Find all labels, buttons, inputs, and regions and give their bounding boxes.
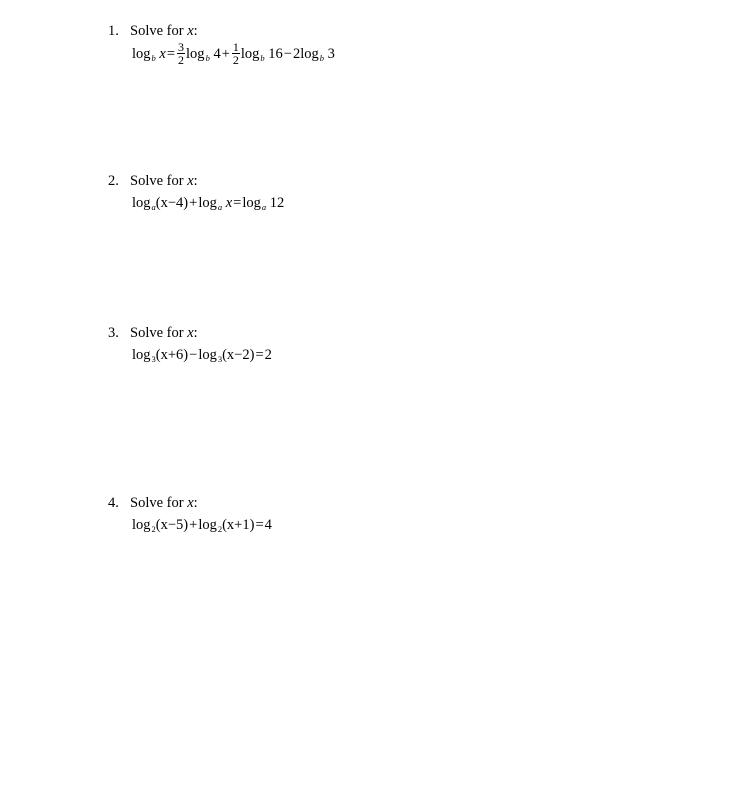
equals-sign: = <box>166 45 176 62</box>
problem-1-equation <box>132 42 335 67</box>
prompt-text: Solve for <box>130 23 184 39</box>
log-operator: log <box>198 517 217 533</box>
fraction-numerator: 3 <box>178 40 185 54</box>
log-argument: 12 <box>269 195 285 211</box>
equals-sign: = <box>255 517 264 533</box>
variable: x <box>187 495 194 511</box>
log-base: b <box>205 52 210 63</box>
problem-3-equation <box>132 346 272 364</box>
variable: x <box>187 325 194 341</box>
log-base: a <box>261 202 267 212</box>
log-operator: log <box>198 347 217 363</box>
fraction-numerator: 1 <box>232 40 239 54</box>
variable-x: x <box>225 195 233 211</box>
minus-sign: − <box>189 347 198 363</box>
prompt-text: Solve for <box>130 495 184 511</box>
problem-3 <box>108 324 272 364</box>
variable-x: x <box>159 45 166 62</box>
problem-3-prompt <box>108 324 272 342</box>
log-operator: log <box>186 45 205 62</box>
log-argument: (x−4) <box>155 195 189 211</box>
equals-sign: = <box>255 347 264 363</box>
right-hand-side: 2 <box>264 347 272 363</box>
plus-sign: + <box>221 45 230 62</box>
log-argument: (x−5) <box>155 517 189 533</box>
prompt-text: Solve for <box>130 173 184 189</box>
log-base: 2 <box>151 524 156 534</box>
problem-number: 1. <box>108 23 119 39</box>
log-base: 3 <box>217 354 223 364</box>
log-operator: log <box>300 45 319 62</box>
fraction-three-halves <box>177 41 185 66</box>
log-argument: (x+6) <box>155 347 189 363</box>
coefficient: 2 <box>292 45 301 62</box>
fraction-one-half <box>232 41 240 66</box>
log-base: a <box>217 202 223 212</box>
problem-number: 4. <box>108 495 119 511</box>
log-base: b <box>151 52 156 63</box>
log-operator: log <box>132 347 151 363</box>
right-hand-side: 4 <box>264 517 272 533</box>
problem-2-prompt <box>108 172 284 190</box>
log-argument: 4 <box>213 45 221 62</box>
variable: x <box>187 23 194 39</box>
plus-sign: + <box>189 195 198 211</box>
log-operator: log <box>242 195 261 211</box>
log-argument: 3 <box>327 45 335 62</box>
log-argument: (x+1) <box>222 517 255 533</box>
colon: : <box>193 23 198 39</box>
problem-1-prompt <box>108 22 335 40</box>
log-base: 2 <box>217 524 223 534</box>
colon: : <box>193 325 198 341</box>
fraction-denominator: 2 <box>178 53 185 67</box>
log-operator: log <box>132 195 151 211</box>
log-base: a <box>151 202 156 212</box>
log-operator: log <box>132 45 151 62</box>
problem-1 <box>108 22 335 67</box>
problem-4 <box>108 494 272 534</box>
problem-2-equation <box>132 194 284 212</box>
log-base: 3 <box>151 354 156 364</box>
log-operator: log <box>198 195 217 211</box>
plus-sign: + <box>189 517 198 533</box>
log-operator: log <box>132 517 151 533</box>
prompt-text: Solve for <box>130 325 184 341</box>
problem-2 <box>108 172 284 212</box>
variable: x <box>187 173 194 189</box>
log-base: b <box>319 52 324 63</box>
problem-number: 3. <box>108 325 119 341</box>
colon: : <box>193 495 198 511</box>
colon: : <box>193 173 198 189</box>
log-argument: (x−2) <box>222 347 255 363</box>
fraction-denominator: 2 <box>232 53 239 67</box>
problem-4-prompt <box>108 494 272 512</box>
problem-4-equation <box>132 516 272 534</box>
problem-number: 2. <box>108 173 119 189</box>
log-base: b <box>260 52 265 63</box>
equals-sign: = <box>233 195 242 211</box>
minus-sign: − <box>283 45 292 62</box>
log-operator: log <box>240 45 260 62</box>
log-argument: 16 <box>268 45 283 62</box>
